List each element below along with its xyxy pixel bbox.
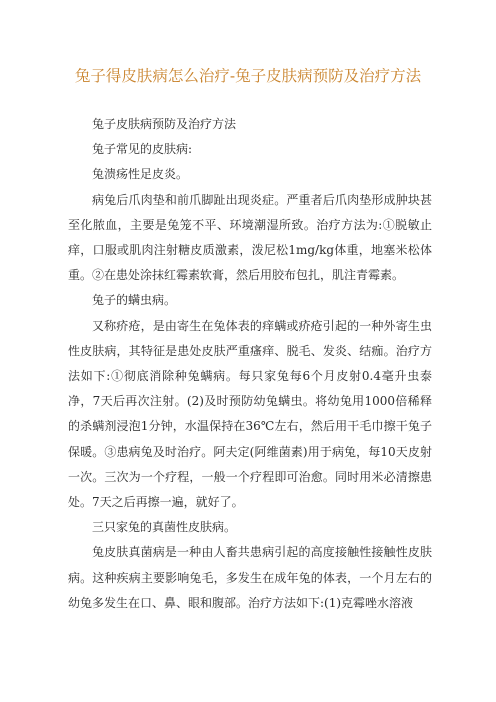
document-body	[68, 112, 432, 616]
paragraph: 兔溃疡性足皮炎。	[92, 167, 189, 182]
paragraph: 又称疥疮，是由寄生在兔体表的痒螨或疥疮引起的一种外寄生虫性皮肤病，其特征是患处皮肤严重瘙痒、脱毛、发炎、结痂。治疗方法如下:①彻底消除种兔螨病。每只家兔每6个月皮射0.4毫升虫泰净，7天后再次注射。(2)及时预防幼兔螨虫。将幼兔用1000倍稀释的杀螨剂浸泡1分钟，水温保持在36℃左右，然后用干毛巾擦干兔子保暖。③患病兔及时治疗。阿夫定(阿维菌素)用于病兔，每10天皮射一次。三次为一个疗程，一般一个疗程即可治愈。同时用米必清擦患处。7天之后再擦一遍，就好了。	[68, 318, 432, 510]
paragraph: 三只家兔的真菌性皮肤病。	[92, 520, 237, 535]
paragraph: 兔子皮肤病预防及治疗方法	[92, 117, 237, 131]
document-title: 兔子得皮肤病怎么治疗-兔子皮肤病预防及治疗方法	[74, 67, 422, 85]
paragraph: 兔子常见的皮肤病:	[92, 142, 193, 157]
paragraph: 兔皮肤真菌病是一种由人畜共患病引起的高度接触性接触性皮肤病。这种疾病主要影响兔毛，多发生在成年兔的体表，一个月左右的幼兔多发生在口、鼻、眼和腹部。治疗方法如下:(1)克霉唑水溶液	[68, 545, 432, 610]
paragraph: 兔子的螨虫病。	[92, 293, 177, 308]
paragraph: 病兔后爪肉垫和前爪脚趾出现炎症。严重者后爪肉垫形成肿块甚至化脓血，主要是兔笼不平、环境潮湿所致。治疗方法为:①脱敏止痒，口服或肌肉注射糖皮质激素，泼尼松1mg/kg体重，地塞米松体重。②在患处涂抹红霉素软膏，然后用胶布包扎，肌注青霉素。	[68, 192, 432, 283]
